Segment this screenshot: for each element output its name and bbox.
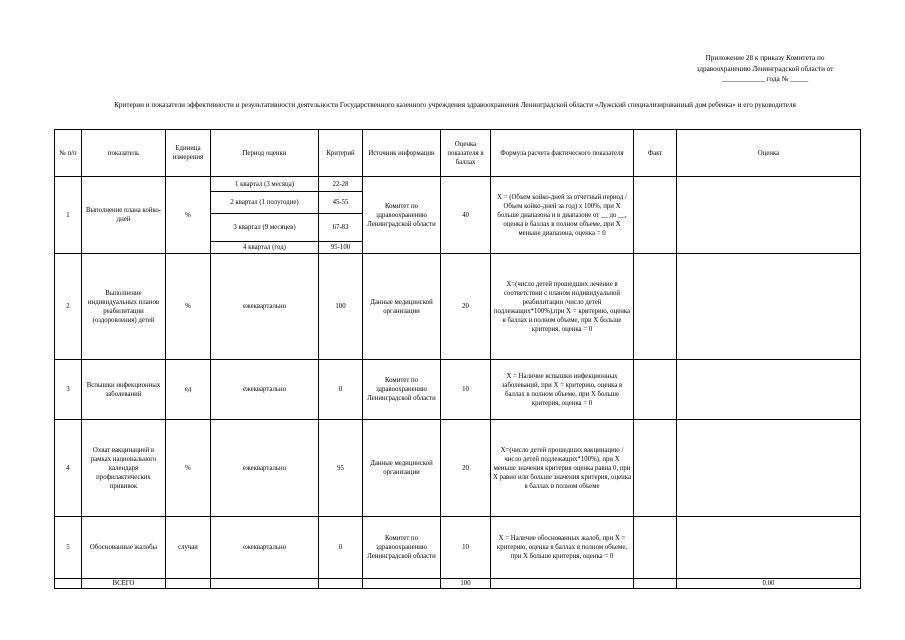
row-unit: %: [166, 420, 211, 517]
row-period: ежеквартально: [211, 360, 319, 420]
row-period: 2 квартал (1 полугодие): [211, 192, 319, 214]
row-period: ежеквартально: [211, 420, 319, 517]
total-score: 0.00: [677, 579, 861, 589]
row-period: 4 квартал (год): [211, 242, 319, 254]
row-points: 10: [441, 517, 491, 579]
row-indicator: Вспышки инфекционных заболеваний: [82, 360, 166, 420]
row-num: 4: [55, 420, 82, 517]
row-indicator: Охват вакцинацией в рамках национального календаря профилактических прививок: [82, 420, 166, 517]
row-fact: [634, 360, 677, 420]
document-title: Критерии и показатели эффективности и результативности деятельности Государственного казенного учреждения здравоохранения Ленинградской области «Лужский специализированный дом ребенка» и его руководителя: [114, 101, 796, 109]
row-source: Комитет по здравоохранению Ленинградской области: [363, 360, 441, 420]
row-fact: [634, 517, 677, 579]
row-points: 20: [441, 420, 491, 517]
criteria-table: [54, 129, 861, 589]
header-score: Оценка: [677, 130, 861, 177]
row-formula: X=(число детей прошедших лечение в соответствии с планом индивидуальной реабилитации /число детей подлежащих*100%),при X = критерию, оценка в баллах в полном объеме, при X больше критерия, оценка = 0: [491, 254, 634, 360]
row-unit: %: [166, 177, 211, 254]
total-row: [55, 579, 861, 589]
annex-note: [660, 53, 870, 85]
annex-line-3: ____________ года № _____: [721, 75, 809, 83]
row-unit: случаи: [166, 517, 211, 579]
row-source: Комитет по здравоохранению Ленинградской области: [363, 517, 441, 579]
table-row: [55, 177, 861, 192]
header-fact: Факт: [634, 130, 677, 177]
table-row: [55, 517, 861, 579]
row-source: Данные медицинской организации: [363, 254, 441, 360]
row-num: 5: [55, 517, 82, 579]
row-num: 2: [55, 254, 82, 360]
header-period: Период оценки: [211, 130, 319, 177]
row-indicator: Выполнение индивидуальных планов реабилитации (оздоровления) детей: [82, 254, 166, 360]
row-criterion: 95-100: [319, 242, 363, 254]
row-score: [677, 360, 861, 420]
row-criterion: 67-83: [319, 214, 363, 242]
row-fact: [634, 254, 677, 360]
row-points: 20: [441, 254, 491, 360]
header-indicator: показатель: [82, 130, 166, 177]
table-row: [55, 420, 861, 517]
row-criterion: 0: [319, 517, 363, 579]
row-formula: X = Наличие вспышки инфекционных заболеваний, при X = критерию, оценка в баллах в полном объеме, при X больше критерия, оценка = 0: [491, 360, 634, 420]
row-formula: X = (Объем койко-дней за отчетный период / Объем койко-дней за год) х 100%, при X больше диапазона и в диапазоне от __ до __, оценка в баллах в полном объеме, при X меньше диапазона, оценка = 0: [491, 177, 634, 254]
row-criterion: 100: [319, 254, 363, 360]
row-fact: [634, 420, 677, 517]
header-num: № п/п: [55, 130, 82, 177]
row-score: [677, 420, 861, 517]
header-criterion: Критерий: [319, 130, 363, 177]
row-period: 3 квартал (9 месяцев): [211, 214, 319, 242]
row-indicator: Выполнение плана койко-дней: [82, 177, 166, 254]
row-period: ежеквартально: [211, 517, 319, 579]
row-formula: X=(число детей прошедших вакцинацию /число детей подлежащих*100%), при X меньше значения критерия оценка равна 0, при X равно или больше значения критерия, оценка в баллах в полном объеме: [491, 420, 634, 517]
row-fact: [634, 177, 677, 254]
row-criterion: 0: [319, 360, 363, 420]
annex-line-2: здравоохранению Ленинградской области от: [696, 64, 834, 73]
row-score: [677, 177, 861, 254]
row-score: [677, 517, 861, 579]
header-unit: Единица измерения: [166, 130, 211, 177]
total-label: ВСЕГО: [82, 579, 166, 589]
annex-line-1: Приложение 28 к приказу Комитета по: [705, 54, 825, 62]
table-row: [55, 360, 861, 420]
row-criterion: 95: [319, 420, 363, 517]
row-num: 3: [55, 360, 82, 420]
row-score: [677, 254, 861, 360]
header-points: Оценка показателя в баллах: [441, 130, 491, 177]
header-source: Источник информации: [363, 130, 441, 177]
row-indicator: Обоснованные жалобы: [82, 517, 166, 579]
header-row: [55, 130, 861, 177]
row-criterion: 45-55: [319, 192, 363, 214]
row-period: 1 квартал (3 месяца): [211, 177, 319, 192]
row-unit: ед: [166, 360, 211, 420]
row-points: 40: [441, 177, 491, 254]
row-num: 1: [55, 177, 82, 254]
row-criterion: 22-28: [319, 177, 363, 192]
row-formula: X = Наличие обоснованных жалоб, при X = критерию, оценка в баллах в полном объеме, при X больше критерия, оценка = 0: [491, 517, 634, 579]
total-points: 100: [441, 579, 491, 589]
row-points: 10: [441, 360, 491, 420]
row-source: Данные медицинской организации: [363, 420, 441, 517]
row-unit: %: [166, 254, 211, 360]
row-period: ежеквартально: [211, 254, 319, 360]
table-row: [55, 254, 861, 360]
header-formula: Формула расчета фактического показателя: [491, 130, 634, 177]
row-source: Комитет по здравоохранению Ленинградской области: [363, 177, 441, 254]
